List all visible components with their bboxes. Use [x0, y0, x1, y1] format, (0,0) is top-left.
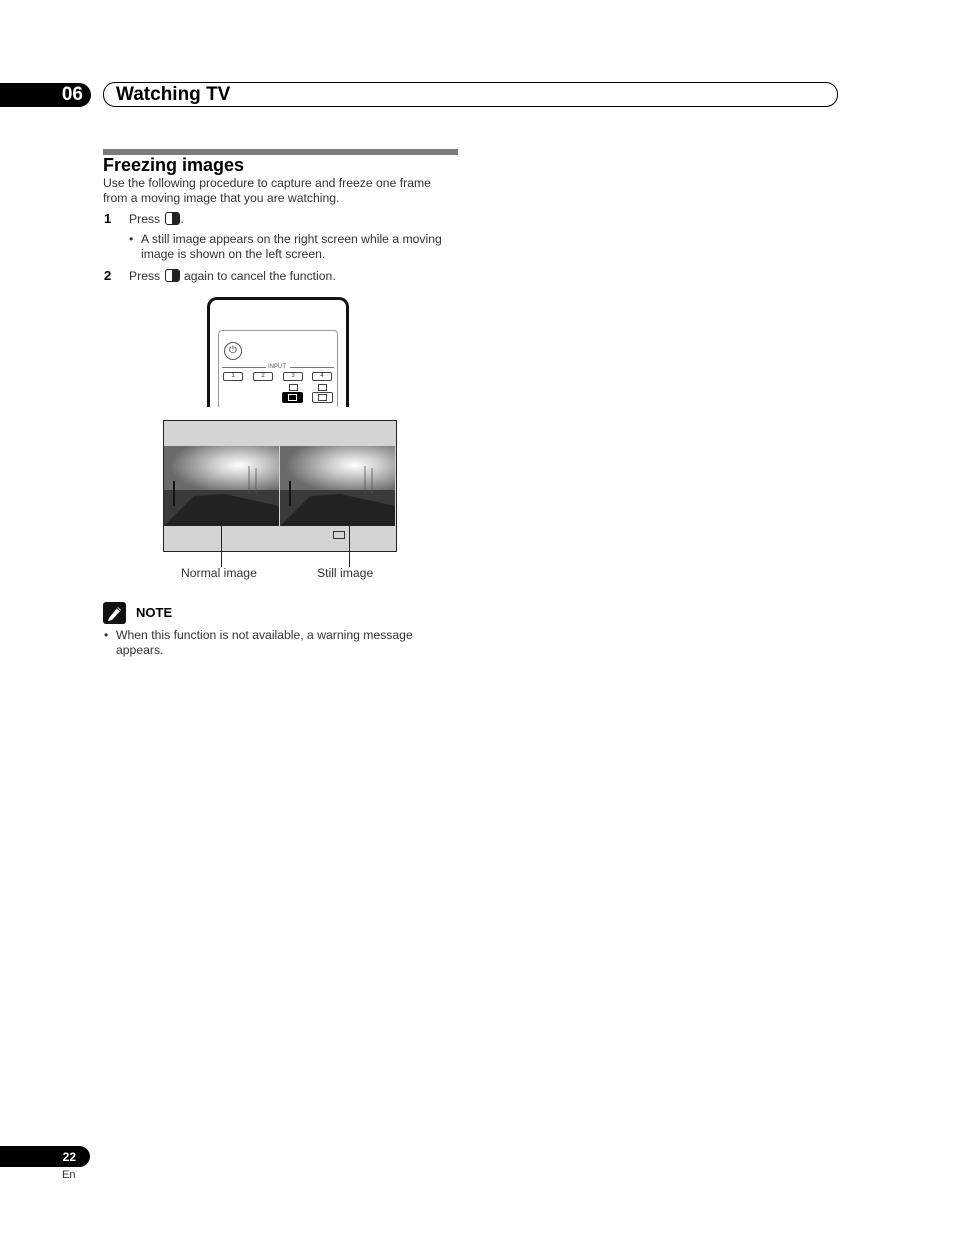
note-label: NOTE	[136, 605, 173, 620]
input-button-2: 2	[253, 372, 273, 381]
freeze-icon	[282, 392, 303, 403]
still-image-photo	[280, 446, 395, 526]
step-1-bullet-marker: •	[129, 232, 134, 246]
note-pencil-icon	[103, 602, 126, 624]
intro-line-2: from a moving image that you are watching.	[103, 191, 340, 205]
still-image-caption: Still image	[317, 566, 374, 580]
intro-line-1: Use the following procedure to capture and freeze one frame	[103, 176, 431, 190]
power-icon: ⏻	[224, 342, 242, 360]
step-1-bullet-line-1: A still image appears on the right screen while a moving	[141, 232, 442, 246]
chapter-number-tab	[0, 83, 91, 107]
step-1-text	[129, 212, 184, 226]
step-2-number: 2	[104, 268, 112, 283]
freeze-indicator-icon	[333, 531, 345, 539]
step-2-press: Press	[129, 269, 161, 283]
step-1-press: Press	[129, 212, 161, 226]
input-label-group	[222, 363, 334, 371]
chapter-title: Watching TV	[116, 84, 231, 105]
normal-image-caption: Normal image	[181, 566, 257, 580]
section-intro	[103, 176, 463, 206]
still-image-callout-line	[349, 522, 350, 567]
page-number-tab	[0, 1146, 90, 1167]
normal-image-photo	[164, 446, 279, 526]
input-button-1: 1	[223, 372, 243, 381]
freeze-button-icon	[165, 269, 180, 282]
sub-screen-icon	[289, 384, 298, 391]
input-button-3: 3	[283, 372, 303, 381]
step-1-number: 1	[104, 211, 112, 226]
step-2-rest: again to cancel the function.	[183, 269, 336, 283]
chapter-number: 06	[61, 84, 83, 105]
input-button-4: 4	[312, 372, 332, 381]
step-1-period: .	[180, 212, 184, 226]
split-screen-icon	[312, 392, 333, 403]
page-number: 22	[62, 1149, 76, 1164]
freeze-button-icon	[165, 212, 180, 225]
note-bullet-line-1: When this function is not available, a warning message	[116, 628, 413, 642]
step-1-bullet	[141, 232, 471, 262]
swap-screen-icon	[318, 384, 327, 391]
note-bullet-marker: •	[104, 628, 109, 642]
input-label: INPUT	[268, 364, 286, 370]
note-bullet-line-2: appears.	[116, 643, 164, 657]
step-1-bullet-line-2: image is shown on the left screen.	[141, 247, 326, 261]
normal-image-callout-line	[221, 520, 222, 567]
section-title: Freezing images	[103, 155, 245, 175]
note-bullet	[116, 628, 461, 658]
language-code: En	[62, 1169, 76, 1181]
step-2-text	[129, 269, 336, 283]
